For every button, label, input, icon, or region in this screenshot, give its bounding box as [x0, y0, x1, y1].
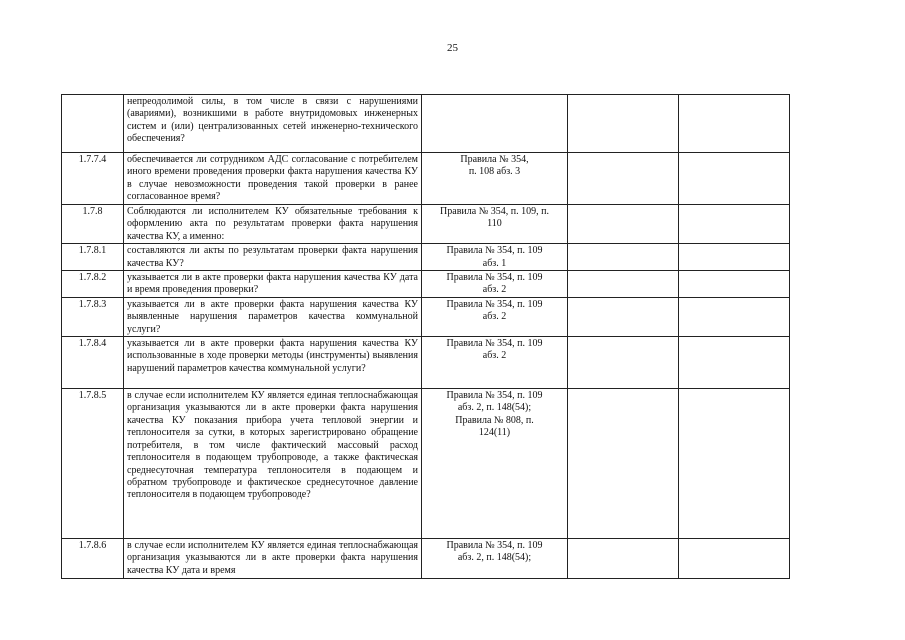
item-number: 1.7.8.1 [62, 244, 124, 271]
table-body [62, 95, 790, 579]
question-text: указывается ли в акте проверки факта нарушения качества КУ дата и время проведения проверки? [124, 271, 422, 298]
table-row [62, 271, 790, 298]
legal-reference [422, 244, 568, 271]
answer-cell[interactable] [568, 337, 679, 389]
item-number: 1.7.8.2 [62, 271, 124, 298]
question-text: указывается ли в акте проверки факта нарушения качества КУ выявленные нарушения параметров качества коммунальной услуги? [124, 297, 422, 336]
page-number: 25 [447, 42, 458, 54]
item-number: 1.7.8.4 [62, 337, 124, 389]
answer-cell[interactable] [568, 205, 679, 244]
question-text: указывается ли в акте проверки факта нарушения качества КУ использованные в ходе проверки методы (инструменты) выявления нарушений параметров качества коммунальной услуги? [124, 337, 422, 389]
answer-cell[interactable] [568, 244, 679, 271]
legal-reference-line: 124(11) [478, 427, 511, 439]
legal-reference [422, 95, 568, 153]
legal-reference-line: Правила № 354, п. 109 [446, 338, 543, 350]
legal-reference-line: Правила № 354, п. 109, п. [440, 206, 549, 217]
legal-reference-line: Правила № 354, п. 109 [446, 272, 543, 284]
legal-reference [422, 205, 568, 244]
question-text: непреодолимой силы, в том числе в связи с нарушениями (авариями), возникшими в работе внутридомовых инженерных систем и (или) централизованных сетей инженерно-технического обеспечения? [124, 95, 422, 153]
note-cell[interactable] [679, 297, 790, 336]
answer-cell[interactable] [568, 271, 679, 298]
question-text: в случае если исполнителем КУ является единая теплоснабжающая организация указываются ли в акте проверки факта нарушения качества КУ показания прибора учета тепловой энергии и теплоносителя за сутки, в которых зарегистрировано обращение потребителя, в том числе фактический массовый расход теплоносителя в подающем трубопроводе, а также фактическая среднесуточная температура теплоносителя в подающем и обратном трубопроводе и фактическое среднесуточное давление теплоносителя в подающем трубопроводе? [124, 389, 422, 539]
legal-reference-line: Правила № 354, п. 109 [446, 245, 543, 257]
question-text: в случае если исполнителем КУ является единая теплоснабжающая организация указываются ли в акте проверки факта нарушения качества КУ дата и время [124, 539, 422, 579]
item-number: 1.7.8.6 [62, 539, 124, 579]
answer-cell[interactable] [568, 297, 679, 336]
note-cell[interactable] [679, 389, 790, 539]
legal-reference-line: 110 [487, 218, 502, 230]
table-row [62, 153, 790, 205]
item-number: 1.7.8.3 [62, 297, 124, 336]
legal-reference-line: Правила № 354, п. 109 [446, 298, 543, 310]
table-row [62, 205, 790, 244]
legal-reference-line: абз. 2, п. 148(54); [457, 552, 532, 564]
legal-reference-line: абз. 2 [482, 284, 507, 296]
table-row [62, 539, 790, 579]
item-number: 1.7.8.5 [62, 389, 124, 539]
legal-reference [422, 389, 568, 539]
legal-reference-line: п. 108 абз. 3 [468, 166, 521, 178]
legal-reference-line: Правила № 354, [460, 154, 529, 165]
item-number: 1.7.8 [62, 205, 124, 244]
question-text: обеспечивается ли сотрудником АДС согласование с потребителем иного времени проведения проверки факта нарушения качества КУ в случае невозможности проведения такой проверки в ранее согласованное время? [124, 153, 422, 205]
table-row [62, 297, 790, 336]
legal-reference-line: Правила № 354, п. 109 [446, 390, 543, 402]
note-cell[interactable] [679, 205, 790, 244]
legal-reference [422, 271, 568, 298]
answer-cell[interactable] [568, 153, 679, 205]
legal-reference [422, 297, 568, 336]
legal-reference-line: абз. 2, п. 148(54); [457, 402, 532, 414]
legal-reference [422, 539, 568, 579]
legal-reference-line: абз. 1 [482, 257, 507, 269]
answer-cell[interactable] [568, 539, 679, 579]
answer-cell[interactable] [568, 95, 679, 153]
item-number [62, 95, 124, 153]
note-cell[interactable] [679, 539, 790, 579]
table-row [62, 95, 790, 153]
table-row [62, 244, 790, 271]
note-cell[interactable] [679, 153, 790, 205]
question-text: составляются ли акты по результатам проверки факта нарушения качества КУ? [124, 244, 422, 271]
note-cell[interactable] [679, 337, 790, 389]
legal-reference-line: Правила № 808, п. [455, 414, 534, 426]
note-cell[interactable] [679, 271, 790, 298]
legal-reference-line: абз. 2 [482, 311, 507, 323]
question-text: Соблюдаются ли исполнителем КУ обязательные требования к оформлению акта по результатам проверки факта нарушения качества КУ, а именно: [124, 205, 422, 244]
legal-reference [422, 153, 568, 205]
legal-reference [422, 337, 568, 389]
answer-cell[interactable] [568, 389, 679, 539]
item-number: 1.7.7.4 [62, 153, 124, 205]
legal-reference-line: абз. 2 [482, 350, 507, 362]
legal-reference-line: Правила № 354, п. 109 [446, 540, 543, 552]
table-row [62, 337, 790, 389]
checklist-table [61, 94, 790, 579]
note-cell[interactable] [679, 244, 790, 271]
table-row [62, 389, 790, 539]
note-cell[interactable] [679, 95, 790, 153]
